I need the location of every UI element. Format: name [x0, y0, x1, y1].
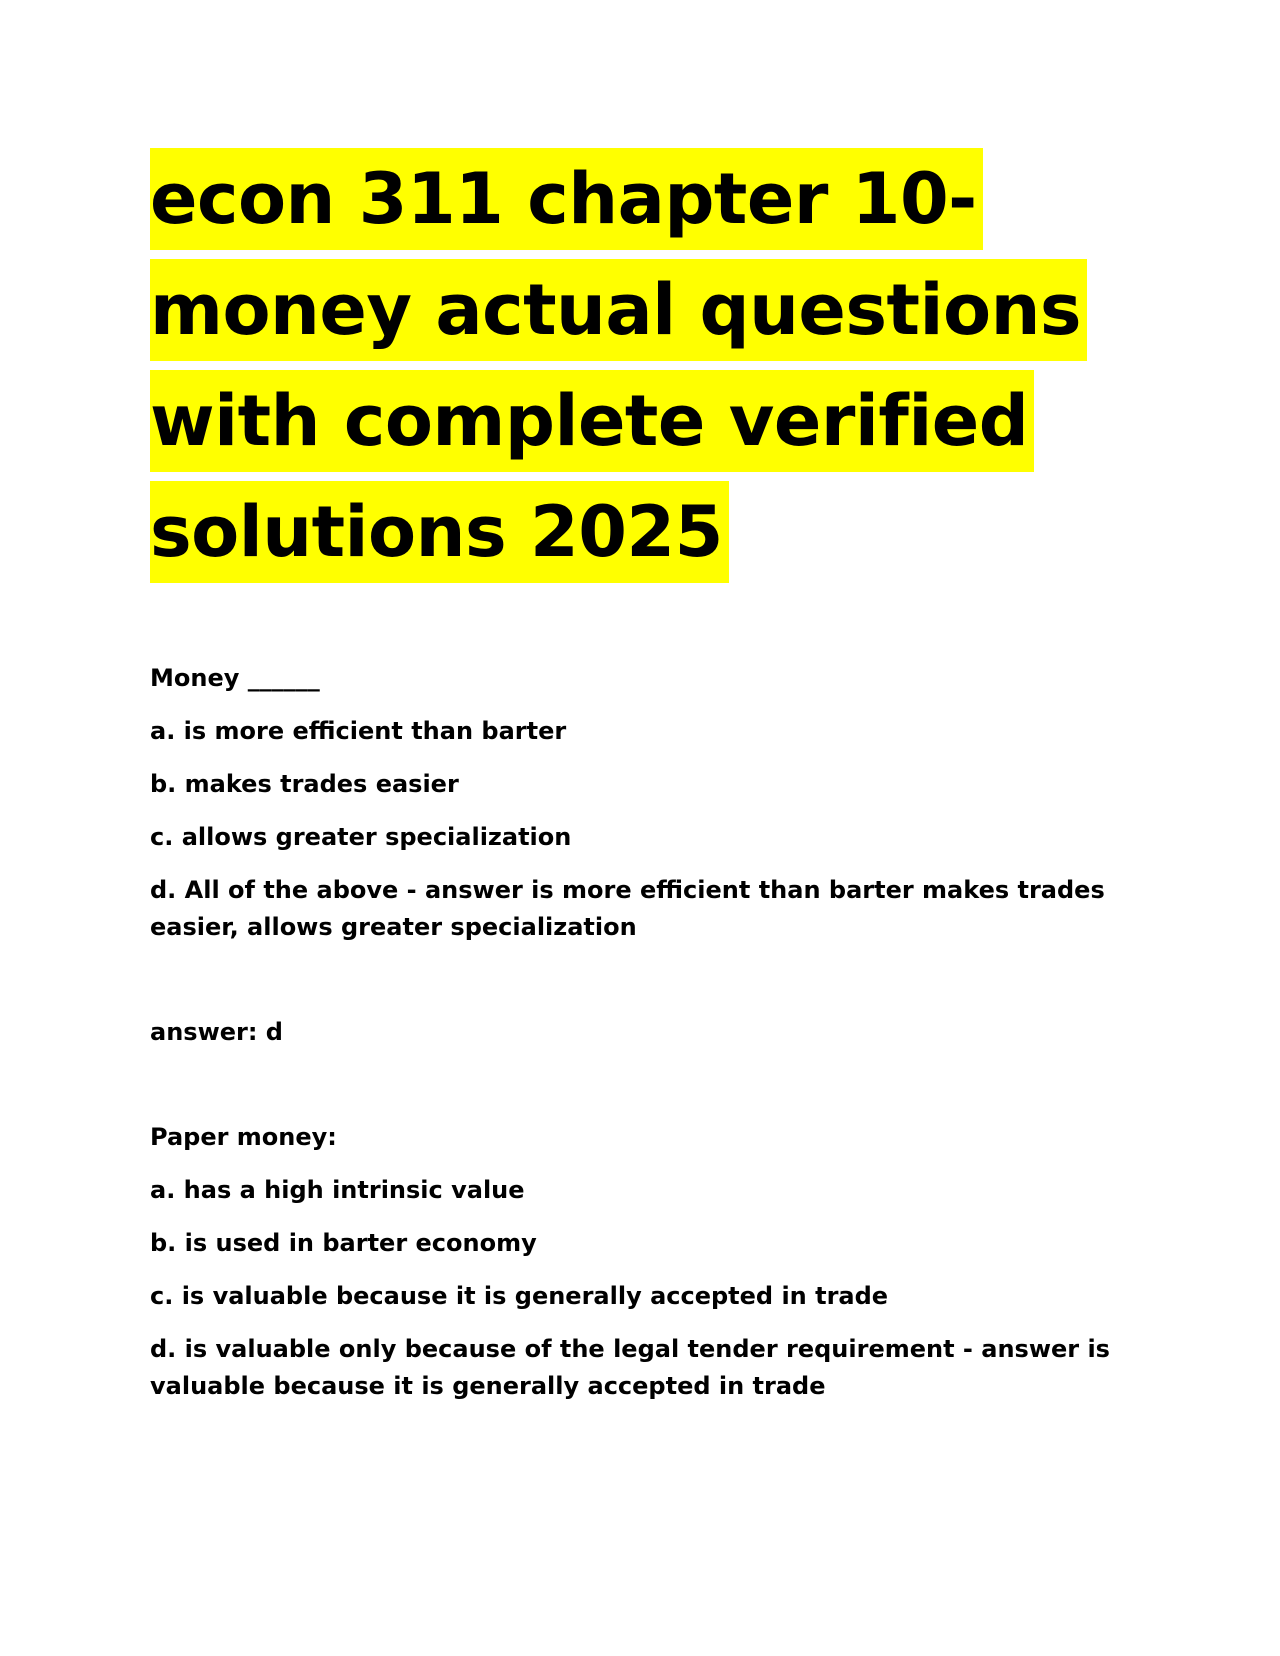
question-answer: answer: d [150, 1018, 283, 1046]
question-block [150, 1119, 1130, 1405]
question-block [150, 660, 1130, 1051]
question-prompt: Money ______ [150, 664, 320, 692]
question-option: c. is valuable because it is generally accepted in trade [150, 1282, 889, 1310]
title-line-text: econ 311 chapter 10- [150, 148, 983, 250]
question-option: c. allows greater specialization [150, 823, 572, 851]
title-line [150, 481, 1110, 589]
question-option: a. has a high intrinsic value [150, 1176, 525, 1204]
title-line-text: solutions 2025 [150, 481, 729, 583]
question-option: b. is used in barter economy [150, 1229, 537, 1257]
question-option: a. is more efficient than barter [150, 717, 567, 745]
question-prompt: Paper money: [150, 1123, 337, 1151]
document-body [150, 660, 1130, 1405]
title-line [150, 370, 1110, 478]
title-line-text: with complete verified [150, 370, 1034, 472]
question-option: d. All of the above - answer is more efficient than barter makes trades easier, allows greater specialization [150, 876, 1105, 941]
question-option: b. makes trades easier [150, 770, 459, 798]
document-title [150, 148, 1110, 592]
title-line-text: money actual questions [150, 259, 1087, 361]
question-option: d. is valuable only because of the legal tender requirement - answer is valuable because it is generally accepted in trade [150, 1335, 1110, 1400]
title-line [150, 148, 1110, 256]
title-line [150, 259, 1110, 367]
